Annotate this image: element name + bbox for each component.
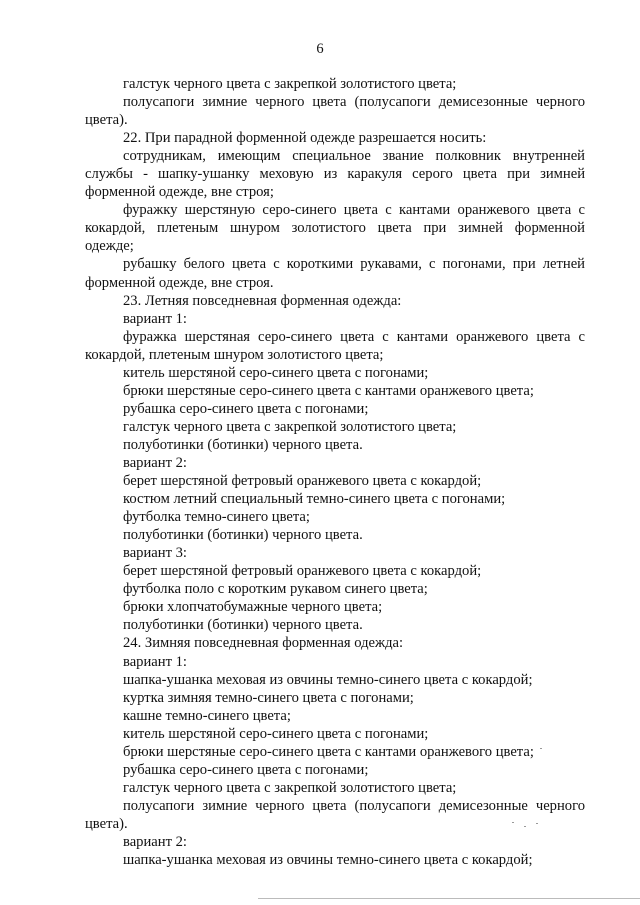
text-line: 22. При парадной форменной одежде разрешается носить: bbox=[123, 130, 487, 147]
text-line: шапка-ушанка меховая из овчины темно-синего цвета с кокардой; bbox=[123, 852, 533, 869]
scan-speck bbox=[536, 823, 538, 824]
text-line: галстук черного цвета с закрепкой золотистого цвета; bbox=[123, 779, 457, 796]
text-line: фуражку шерстяную серо-синего цвета с кантами оранжевого цвета с bbox=[123, 202, 585, 219]
text-line: брюки хлопчатобумажные черного цвета; bbox=[123, 599, 383, 616]
text-line: вариант 1: bbox=[123, 310, 187, 327]
text-line: 23. Летняя повседневная форменная одежда: bbox=[123, 292, 402, 309]
text-line: полуботинки (ботинки) черного цвета. bbox=[123, 436, 363, 453]
text-line: куртка зимняя темно-синего цвета с погонами; bbox=[123, 689, 414, 706]
text-line: рубашка серо-синего цвета с погонами; bbox=[123, 761, 369, 778]
text-line: галстук черного цвета с закрепкой золотистого цвета; bbox=[123, 76, 457, 92]
text-line: футболка поло с коротким рукавом синего цвета; bbox=[123, 581, 428, 598]
scan-speck bbox=[512, 822, 514, 823]
text-line: брюки шерстяные серо-синего цвета с кантами оранжевого цвета; bbox=[123, 382, 534, 399]
text-line: полуботинки (ботинки) черного цвета. bbox=[123, 527, 363, 544]
text-line: вариант 2: bbox=[123, 454, 187, 471]
text-line: цвета). bbox=[85, 815, 128, 832]
text-line: полусапоги зимние черного цвета (полусапоги демисезонные черного bbox=[123, 797, 585, 814]
text-line: полусапоги зимние черного цвета (полусапоги демисезонные черного bbox=[123, 94, 585, 111]
text-line: кокардой, плетеным шнуром золотистого цвета при зимней форменной bbox=[85, 220, 585, 237]
text-line: футболка темно-синего цвета; bbox=[123, 509, 310, 526]
text-line: форменной одежде, вне строя. bbox=[85, 274, 274, 291]
scan-speck bbox=[524, 826, 526, 827]
text-line: службы - шапку-ушанку меховую из каракуля серого цвета при зимней bbox=[85, 166, 585, 183]
text-line: костюм летний специальный темно-синего цвета с погонами; bbox=[123, 491, 506, 508]
text-line: кашне темно-синего цвета; bbox=[123, 707, 291, 724]
text-line: 24. Зимняя повседневная форменная одежда: bbox=[123, 635, 404, 652]
text-line: кокардой, плетеным шнуром золотистого цвета; bbox=[85, 346, 384, 363]
text-line: берет шерстяной фетровый оранжевого цвета с кокардой; bbox=[123, 473, 482, 490]
text-line: берет шерстяной фетровый оранжевого цвета с кокардой; bbox=[123, 563, 482, 580]
text-line: вариант 3: bbox=[123, 545, 187, 562]
scan-speck bbox=[540, 748, 542, 749]
text-line: рубашку белого цвета с короткими рукавами, с погонами, при летней bbox=[123, 256, 585, 273]
text-line: вариант 2: bbox=[123, 833, 187, 850]
text-line: рубашка серо-синего цвета с погонами; bbox=[123, 400, 369, 417]
text-line: китель шерстяной серо-синего цвета с погонами; bbox=[123, 725, 429, 742]
text-line: шапка-ушанка меховая из овчины темно-синего цвета с кокардой; bbox=[123, 671, 533, 688]
text-line: вариант 1: bbox=[123, 653, 187, 670]
text-line: сотрудникам, имеющим специальное звание полковник внутренней bbox=[123, 148, 585, 165]
text-line: цвета). bbox=[85, 112, 128, 129]
text-line: полуботинки (ботинки) черного цвета. bbox=[123, 617, 363, 634]
text-line: форменной одежде, вне строя; bbox=[85, 184, 274, 201]
text-line: галстук черного цвета с закрепкой золотистого цвета; bbox=[123, 418, 457, 435]
scan-edge-line bbox=[258, 898, 640, 899]
document-body bbox=[85, 75, 585, 869]
text-line: китель шерстяной серо-синего цвета с погонами; bbox=[123, 364, 429, 381]
text-line: одежде; bbox=[85, 238, 134, 255]
text-line: брюки шерстяные серо-синего цвета с кантами оранжевого цвета; bbox=[123, 743, 534, 760]
page-number: 6 bbox=[316, 41, 324, 57]
text-line: фуражка шерстяная серо-синего цвета с кантами оранжевого цвета с bbox=[123, 328, 585, 345]
